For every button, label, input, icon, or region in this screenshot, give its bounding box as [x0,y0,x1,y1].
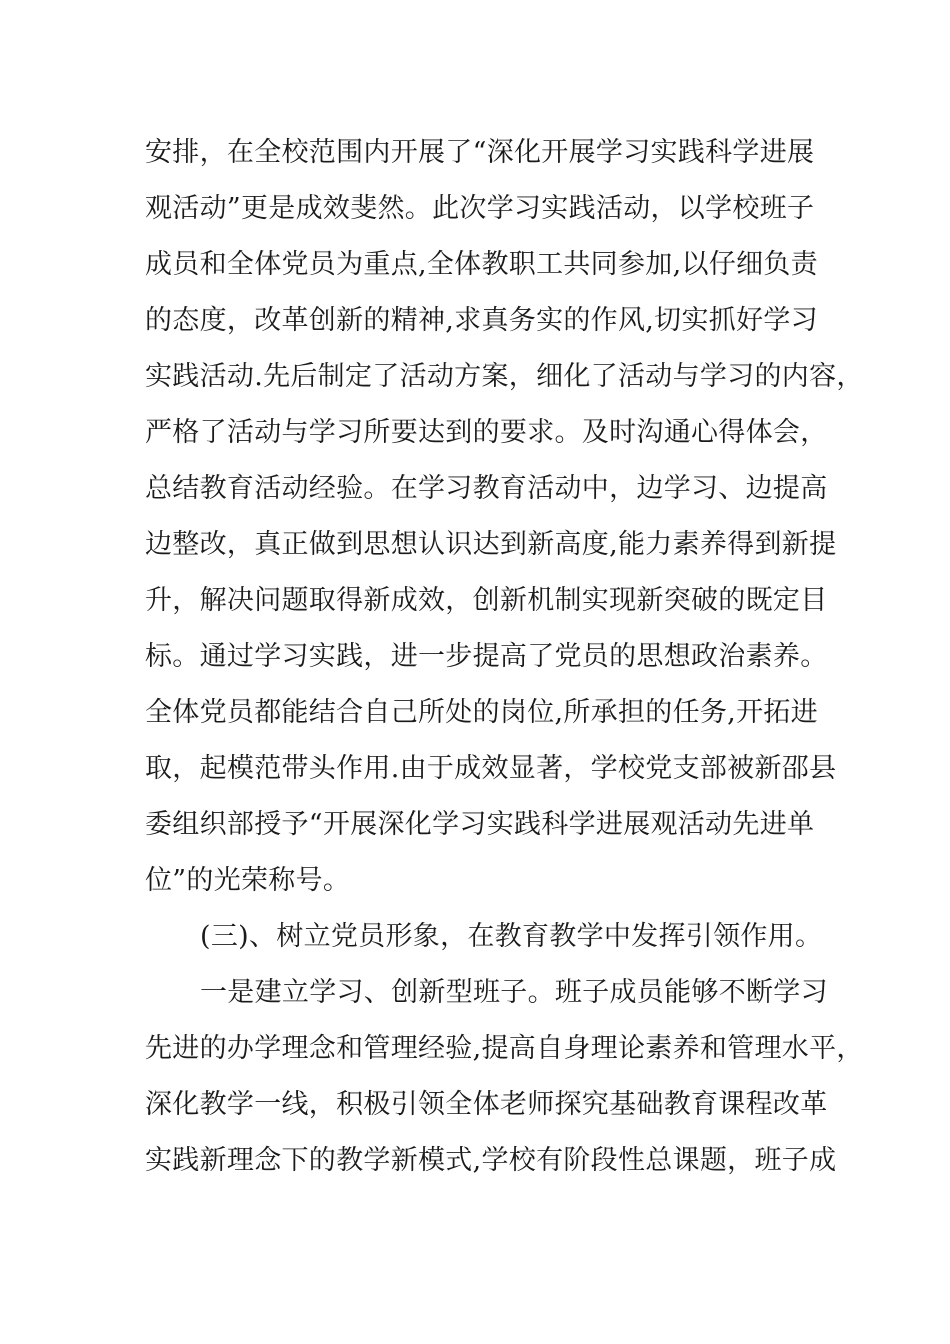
text-line: 安排，在全校范围内开展了“深化开展学习实践科学进展 [145,137,815,168]
text-line: 取，起模范带头作用.由于成效显著，学校党支部被新邵县 [145,753,837,784]
text-line: 委组织部授予“开展深化学习实践科学进展观活动先进单 [145,809,815,840]
text-line: 标。通过学习实践，进一步提高了党员的思想政治素养。 [145,641,828,672]
text-line: 边整改，真正做到思想认识达到新高度,能力素养得到新提 [145,529,837,560]
text-line: 总结教育活动经验。在学习教育活动中，边学习、边提高 [145,473,828,504]
text-line: 升，解决问题取得新成效，创新机制实现新突破的既定目 [145,585,828,616]
text-line: 全体党员都能结合自己所处的岗位,所承担的任务,开拓进 [145,697,818,728]
text-line: 深化教学一线，积极引领全体老师探究基础教育课程改革 [145,1089,828,1120]
text-line: 的态度，改革创新的精神,求真务实的作风,切实抓好学习 [145,305,818,336]
text-line: 位”的光荣称号。 [145,865,351,896]
section-heading: (三)、树立党员形象，在教育教学中发挥引领作用。 [200,921,823,952]
text-line: 实践活动.先后制定了活动方案，细化了活动与学习的内容， [145,361,864,392]
text-line: 实践新理念下的教学新模式,学校有阶段性总课题，班子成 [145,1145,837,1176]
text-line: 先进的办学理念和管理经验,提高自身理论素养和管理水平， [145,1033,864,1064]
text-line: 严格了活动与学习所要达到的要求。及时沟通心得体会， [145,417,828,448]
text-line: 观活动”更是成效斐然。此次学习实践活动，以学校班子 [145,193,815,224]
text-line: 成员和全体党员为重点,全体教职工共同参加,以仔细负责 [145,249,818,280]
paragraph-start-line: 一是建立学习、创新型班子。班子成员能够不断学习 [200,977,828,1008]
